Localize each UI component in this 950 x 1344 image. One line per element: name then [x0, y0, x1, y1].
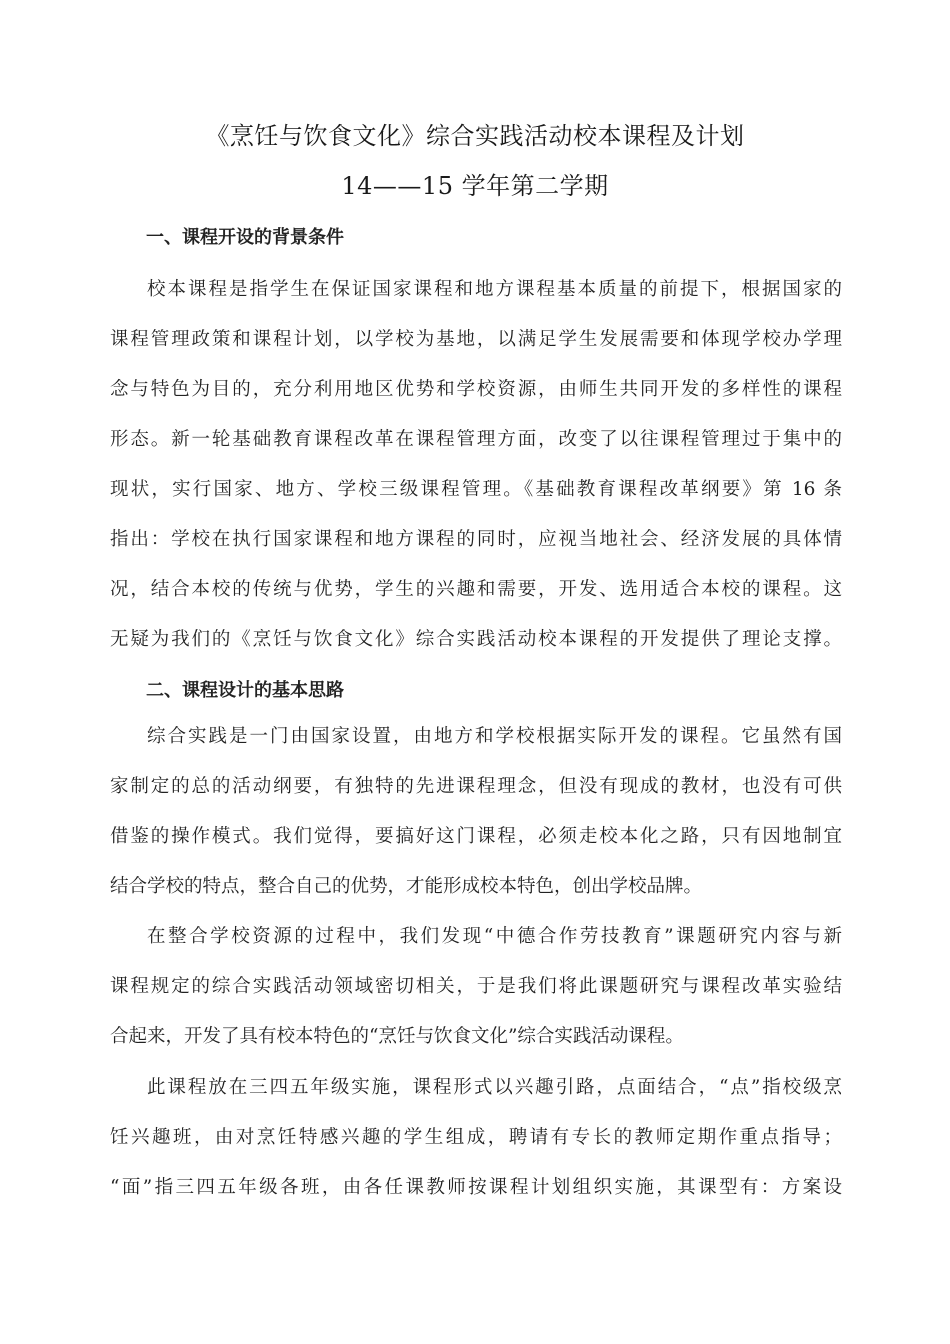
- text-line: 校本课程是指学生在保证国家课程和地方课程基本质量的前提下，根据国家的: [147, 279, 842, 300]
- text-line: 合起来，开发了具有校本特色的“烹饪与饮食文化”综合实践活动课程。: [110, 1026, 684, 1047]
- section-heading-design: 二、课程设计的基本思路: [146, 680, 344, 701]
- page-subtitle: 14——15 学年第二学期: [341, 172, 609, 200]
- text-line: “面”指三四五年级各班，由各任课教师按课程计划组织实施，其课型有：方案设: [110, 1177, 842, 1198]
- paragraph-design-2: [110, 912, 842, 1062]
- paragraph-background: [110, 265, 842, 665]
- section-heading-background: 一、课程开设的背景条件: [146, 227, 344, 248]
- page-title: 《烹饪与饮食文化》综合实践活动校本课程及计划: [205, 122, 745, 150]
- text-line: 课程管理政策和课程计划，以学校为基地，以满足学生发展需要和体现学校办学理: [110, 329, 842, 350]
- text-line: 现状，实行国家、地方、学校三级课程管理。《基础教育课程改革纲要》第 16 条: [110, 479, 842, 500]
- text-line: 在整合学校资源的过程中，我们发现“中德合作劳技教育”课题研究内容与新: [147, 926, 842, 947]
- text-line: 此课程放在三四五年级实施，课程形式以兴趣引路，点面结合，“点”指校级烹: [147, 1077, 842, 1098]
- text-line: 指出：学校在执行国家课程和地方课程的同时，应视当地社会、经济发展的具体情: [110, 529, 842, 550]
- paragraph-design-3: [110, 1063, 842, 1213]
- paragraph-design-1: [110, 712, 842, 912]
- text-line: 形态。新一轮基础教育课程改革在课程管理方面，改变了以往课程管理过于集中的: [110, 429, 842, 450]
- text-line: 念与特色为目的，充分利用地区优势和学校资源，由师生共同开发的多样性的课程: [110, 379, 842, 400]
- text-line: 饪兴趣班，由对烹饪特感兴趣的学生组成，聘请有专长的教师定期作重点指导；: [110, 1127, 842, 1148]
- text-line: 课程规定的综合实践活动领域密切相关，于是我们将此课题研究与课程改革实验结: [110, 976, 842, 997]
- text-line: 家制定的总的活动纲要，有独特的先进课程理念，但没有现成的教材，也没有可供: [110, 776, 842, 797]
- text-line: 况，结合本校的传统与优势，学生的兴趣和需要，开发、选用适合本校的课程。这: [110, 579, 842, 600]
- text-line: 借鉴的操作模式。我们觉得，要搞好这门课程，必须走校本化之路，只有因地制宜: [110, 826, 842, 847]
- text-line: 无疑为我们的《烹饪与饮食文化》综合实践活动校本课程的开发提供了理论支撑。: [110, 629, 842, 650]
- text-line: 结合学校的特点，整合自己的优势，才能形成校本特色，创出学校品牌。: [110, 876, 703, 897]
- text-line: 综合实践是一门由国家设置，由地方和学校根据实际开发的课程。它虽然有国: [147, 726, 842, 747]
